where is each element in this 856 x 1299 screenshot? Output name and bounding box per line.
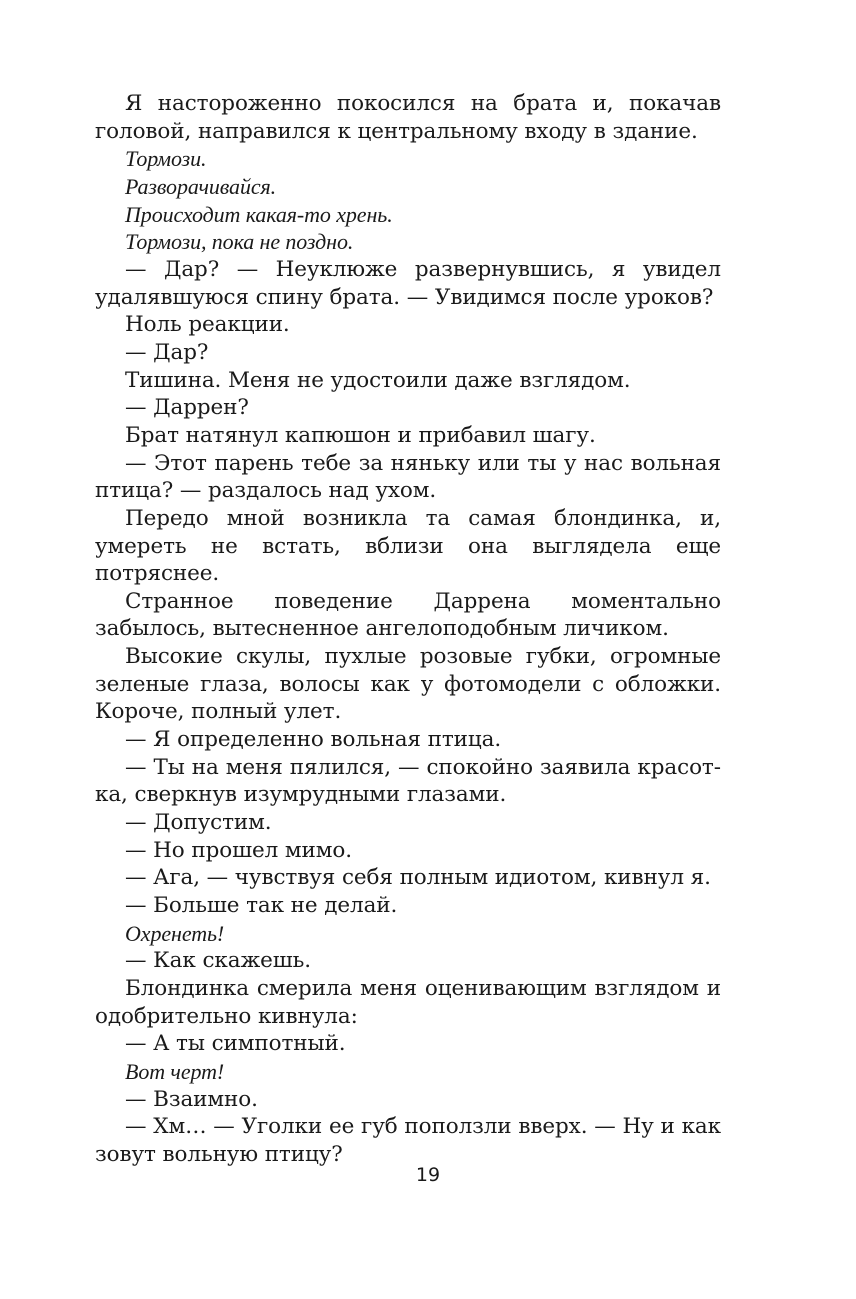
paragraph: Тишина. Меня не удостоили даже взглядом. (125, 367, 631, 393)
paragraph: — Дар? — Неуклюже развернувшись, я увидел удалявшуюся спину брата. — Увидимся после уроков? (95, 256, 721, 310)
paragraph: — Как скажешь. (125, 948, 311, 974)
paragraph: — Ага, — чувствуя себя полным идиотом, кивнул я. (125, 865, 711, 891)
paragraph: — Я определенно вольная птица. (125, 727, 502, 753)
paragraph: — Допустим. (125, 810, 272, 836)
paragraph-italic: Происходит какая-то хрень. (125, 201, 393, 227)
paragraph: Высокие скулы, пухлые розовые губки, огромные зеленые глаза, волосы как у фотомодели с обложки. Короче, полный улет. (95, 644, 721, 725)
paragraph: Брат натянул капюшон и прибавил шагу. (125, 422, 596, 448)
paragraph: Блондинка смерила меня оценивающим взглядом и одобрительно кивнула: (95, 976, 721, 1029)
paragraph: — Но прошел мимо. (125, 837, 352, 863)
paragraph: — Ты на меня пялился, — спокойно заявила красотка, сверкнув изумрудными глазами. (95, 754, 721, 808)
page-number: 19 (415, 1164, 441, 1186)
paragraph: — А ты симпотный. (125, 1031, 346, 1057)
paragraph-italic: Вот черт! (125, 1058, 225, 1084)
paragraph: Передо мной возникла та самая блондинка, и, умереть не встать, вблизи она выглядела еще потряснее. (95, 505, 721, 587)
paragraph: — Этот парень тебе за няньку или ты у нас вольная птица? — раздалось над ухом. (95, 450, 721, 504)
paragraph-italic: Охренеть! (125, 920, 225, 946)
paragraph: — Дар? (125, 339, 209, 365)
paragraph: — Взаимно. (125, 1086, 258, 1112)
book-page-body (95, 90, 721, 1169)
paragraph-italic: Тормози, пока не поздно. (125, 229, 354, 255)
paragraph: Ноль реакции. (125, 312, 290, 338)
paragraph: — Хм… — Уголки ее губ поползли вверх. — Ну и как зовут вольную птицу? (95, 1114, 721, 1167)
paragraph: Я настороженно покосился на брата и, покачав головой, направился к центральному входу в здание. (95, 91, 721, 144)
paragraph: — Больше так не делай. (125, 893, 398, 919)
paragraph-italic: Тормози. (125, 146, 207, 172)
paragraph-italic: Разворачивайся. (125, 173, 277, 199)
paragraph: — Даррен? (125, 395, 249, 421)
paragraph: Странное поведение Даррена моментально забылось, вытесненное ангелоподобным личиком. (95, 588, 721, 642)
